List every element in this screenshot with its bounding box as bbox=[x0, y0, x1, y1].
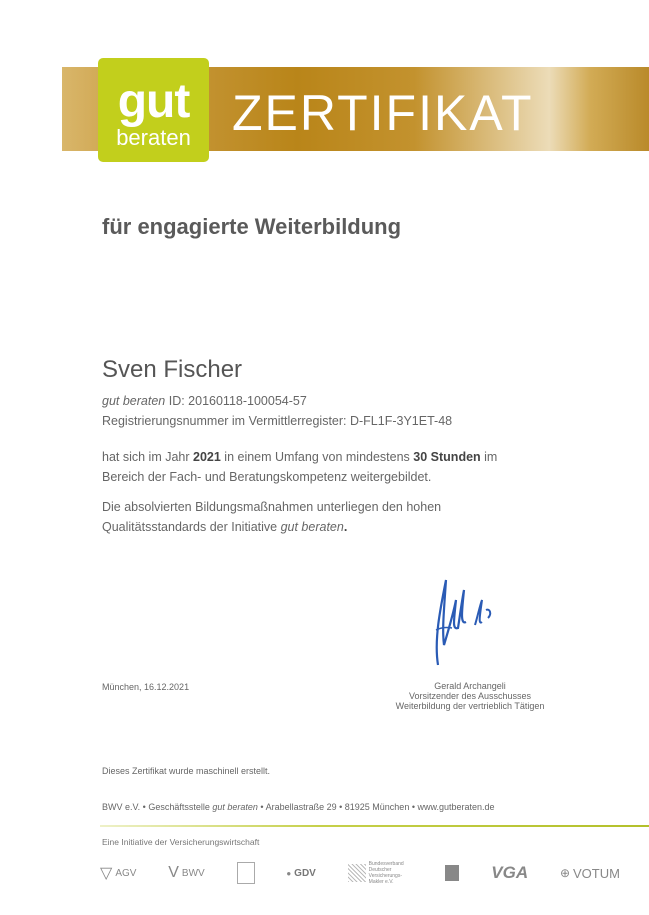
partner-emblem bbox=[237, 862, 255, 884]
id-prefix: gut beraten bbox=[102, 394, 166, 408]
gut-beraten-logo bbox=[98, 58, 209, 162]
register-number: Registrierungsnummer im Vermittlerregister: D-FL1F-3Y1ET-48 bbox=[102, 414, 453, 428]
footer-address: BWV e.V. • Geschäftsstelle gut beraten • Arabellastraße 29 • 81925 München • www.gutberaten.de bbox=[102, 802, 495, 812]
body-line-2: Bereich der Fach- und Beratungskompetenz weitergebildet. bbox=[102, 470, 432, 484]
recipient-name: Sven Fischer bbox=[102, 356, 243, 383]
signatory-block bbox=[360, 681, 580, 711]
machine-note: Dieses Zertifikat wurde maschinell erstellt. bbox=[102, 766, 271, 776]
partner-votum: ⊕ VOTUM bbox=[559, 865, 620, 881]
partner-vdvm bbox=[445, 865, 459, 881]
partner-agv: ▽ AGV bbox=[100, 865, 137, 882]
body-line-4: Qualitätsstandards der Initiative gut beraten. bbox=[102, 520, 348, 534]
partner-logos bbox=[100, 858, 620, 888]
subtitle: für engagierte Weiterbildung bbox=[102, 214, 402, 239]
signatory-role-1: Vorsitzender des Ausschusses bbox=[408, 691, 532, 701]
certificate-title: ZERTIFIKAT bbox=[232, 85, 534, 141]
signature bbox=[420, 570, 510, 680]
logo-bottom: beraten bbox=[116, 125, 191, 150]
signatory-role-2: Weiterbildung der vertrieblich Tätigen bbox=[395, 701, 545, 711]
partner-gdv: ● GDV bbox=[286, 867, 316, 879]
body-line-3: Die absolvierten Bildungsmaßnahmen unterliegen den hohen bbox=[102, 500, 442, 514]
signatory-name: Gerald Archangeli bbox=[434, 681, 506, 691]
id-value: ID: 20160118-100054-57 bbox=[165, 394, 307, 408]
recipient-id bbox=[102, 394, 307, 408]
partner-bwv: V BWV bbox=[168, 864, 205, 881]
partner-bdvm: Bundesverband Deutscher Versicherungs-Makler e.V. bbox=[348, 861, 414, 885]
divider-line bbox=[100, 825, 649, 827]
initiative-label: Eine Initiative der Versicherungswirtschaft bbox=[102, 837, 260, 847]
partner-vga: VGA bbox=[491, 863, 529, 882]
place-date: München, 16.12.2021 bbox=[102, 682, 190, 692]
logo-top: gut bbox=[117, 75, 190, 128]
body-line-1: hat sich im Jahr 2021 in einem Umfang von mindestens 30 Stunden im bbox=[102, 450, 498, 464]
